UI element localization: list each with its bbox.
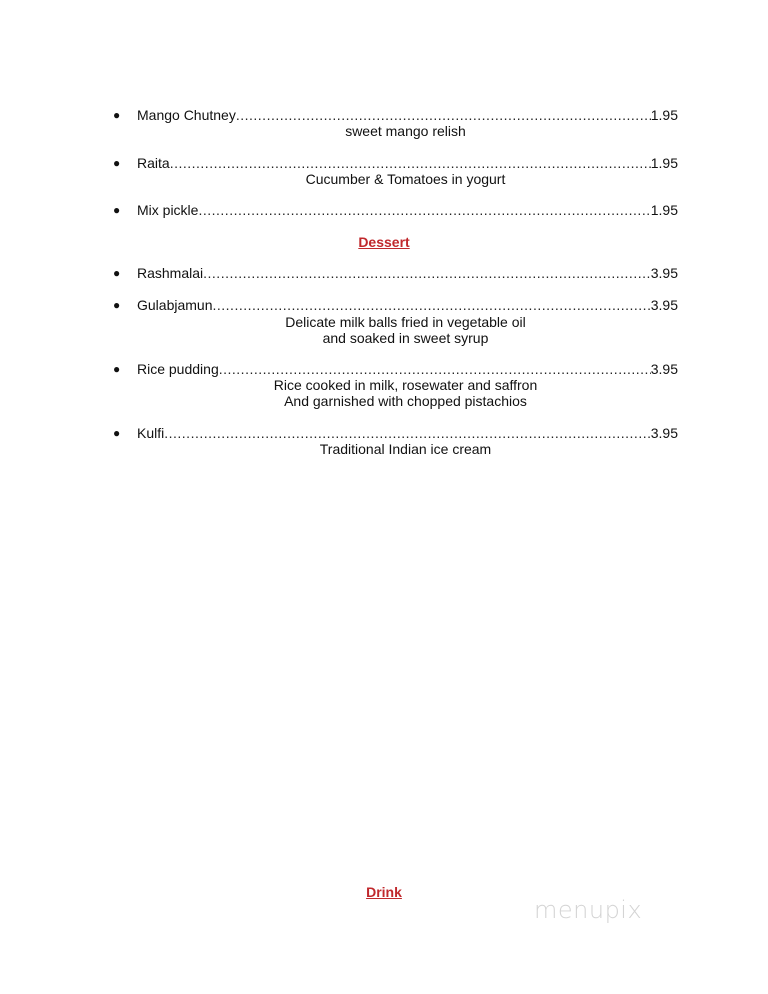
menu-item-mix-pickle <box>113 201 678 219</box>
menu-item-rashmalai <box>113 264 678 282</box>
dot-leader <box>170 154 651 172</box>
bullet-icon: ● <box>113 266 121 280</box>
bullet-icon: ● <box>113 298 121 312</box>
item-name: Rashmalai <box>137 265 204 281</box>
item-price: 3.95 <box>650 265 678 281</box>
item-name: Kulfi <box>137 425 165 441</box>
item-price: 1.95 <box>650 107 678 123</box>
item-description: Rice cooked in milk, rosewater and saffron <box>273 377 538 393</box>
dot-leader <box>164 424 651 442</box>
item-price: 3.95 <box>650 425 678 441</box>
section-title-dessert: Dessert <box>358 234 410 250</box>
dot-leader <box>236 106 651 124</box>
item-description: Cucumber & Tomatoes in yogurt <box>305 171 506 187</box>
section-title-drink: Drink <box>366 884 402 900</box>
bullet-icon: ● <box>113 203 121 217</box>
item-price: 3.95 <box>650 361 678 377</box>
item-price: 1.95 <box>650 202 678 218</box>
menu-item-raita <box>113 154 678 172</box>
item-name: Rice pudding <box>137 361 219 377</box>
menu-item-mango-chutney <box>113 106 678 124</box>
dot-leader <box>203 264 651 282</box>
item-name: Mango Chutney <box>137 107 236 123</box>
bullet-icon: ● <box>113 362 121 376</box>
item-description: sweet mango relish <box>345 123 466 139</box>
bullet-icon: ● <box>113 156 121 170</box>
item-description: Traditional Indian ice cream <box>319 441 492 457</box>
menupix-watermark: menupix <box>534 896 643 924</box>
dot-leader <box>198 201 650 219</box>
menu-item-gulabjamun <box>113 296 678 314</box>
dot-leader <box>213 296 651 314</box>
menu-item-kulfi <box>113 424 678 442</box>
bullet-icon: ● <box>113 426 121 440</box>
item-price: 3.95 <box>650 297 678 313</box>
item-name: Gulabjamun <box>137 297 213 313</box>
bullet-icon: ● <box>113 108 121 122</box>
dot-leader <box>219 360 651 378</box>
item-description: and soaked in sweet syrup <box>322 330 489 346</box>
item-description: Delicate milk balls fried in vegetable oil <box>285 314 526 330</box>
item-price: 1.95 <box>650 155 678 171</box>
menu-item-rice-pudding <box>113 360 678 378</box>
item-name: Mix pickle <box>137 202 199 218</box>
item-name: Raita <box>137 155 170 171</box>
item-description: And garnished with chopped pistachios <box>284 393 527 409</box>
